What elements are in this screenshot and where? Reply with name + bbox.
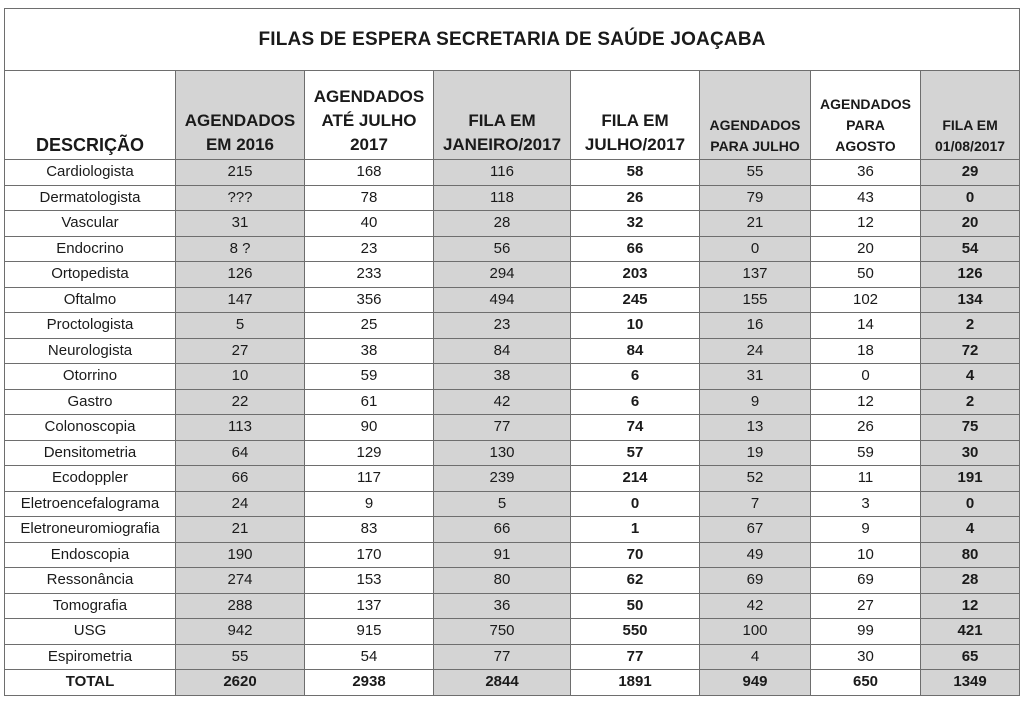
header-line bbox=[700, 94, 810, 115]
col-agendados-para-julho-cell: 21 bbox=[700, 211, 811, 237]
table-title: FILAS DE ESPERA SECRETARIA DE SAÚDE JOAÇABA bbox=[5, 9, 1020, 71]
col-agendados-para-julho-cell: 155 bbox=[700, 287, 811, 313]
row-label-cell: Colonoscopia bbox=[5, 415, 176, 441]
col-fila-01-08-2017-cell: 2 bbox=[921, 313, 1020, 339]
col-fila-julho-2017-cell: 214 bbox=[571, 466, 700, 492]
col-agendados-para-agosto-cell: 27 bbox=[811, 593, 921, 619]
col-agendados-ate-julho-2017-cell: 54 bbox=[305, 644, 434, 670]
col-agendados-ate-julho-2017-cell: 233 bbox=[305, 262, 434, 288]
col-fila-01-08-2017-cell: 134 bbox=[921, 287, 1020, 313]
total-row bbox=[5, 670, 1020, 696]
col-agendados-2016-cell: 55 bbox=[176, 644, 305, 670]
col-agendados-2016-cell: 64 bbox=[176, 440, 305, 466]
col-agendados-2016-cell: ??? bbox=[176, 185, 305, 211]
col-fila-julho-2017-cell: 203 bbox=[571, 262, 700, 288]
table-row bbox=[5, 644, 1020, 670]
header-line: FILA EM bbox=[468, 111, 536, 130]
table-row bbox=[5, 542, 1020, 568]
header-line: JULHO/2017 bbox=[584, 135, 686, 154]
col-agendados-para-agosto-cell: 9 bbox=[811, 517, 921, 543]
col-agendados-ate-julho-2017-cell: 129 bbox=[305, 440, 434, 466]
col-fila-01-08-2017-cell: 65 bbox=[921, 644, 1020, 670]
col-agendados-2016-cell: 113 bbox=[176, 415, 305, 441]
table-row bbox=[5, 568, 1020, 594]
col-agendados-2016-cell: 147 bbox=[176, 287, 305, 313]
col-agendados-para-agosto-cell: 26 bbox=[811, 415, 921, 441]
col-agendados-ate-julho-2017-cell: 59 bbox=[305, 364, 434, 390]
col-agendados-para-julho-cell: 69 bbox=[700, 568, 811, 594]
table-row bbox=[5, 415, 1020, 441]
header-line: PARA bbox=[846, 117, 885, 133]
col-agendados-2016-cell: 2620 bbox=[176, 670, 305, 696]
col-fila-janeiro-2017-cell: 80 bbox=[434, 568, 571, 594]
col-agendados-2016-cell: 274 bbox=[176, 568, 305, 594]
col-fila-janeiro-2017-cell: 66 bbox=[434, 517, 571, 543]
col-fila-janeiro-2017-cell: 91 bbox=[434, 542, 571, 568]
row-label-cell: Otorrino bbox=[5, 364, 176, 390]
col-agendados-2016-cell: 5 bbox=[176, 313, 305, 339]
col-agendados-para-agosto-cell: 69 bbox=[811, 568, 921, 594]
col-agendados-2016-header bbox=[176, 71, 305, 160]
row-label-cell: Dermatologista bbox=[5, 185, 176, 211]
col-fila-01-08-2017-cell: 126 bbox=[921, 262, 1020, 288]
col-agendados-para-agosto-cell: 14 bbox=[811, 313, 921, 339]
col-agendados-para-agosto-cell: 10 bbox=[811, 542, 921, 568]
row-label-cell: Neurologista bbox=[5, 338, 176, 364]
col-agendados-2016-cell: 190 bbox=[176, 542, 305, 568]
col-agendados-2016-cell: 66 bbox=[176, 466, 305, 492]
table-row bbox=[5, 338, 1020, 364]
col-agendados-ate-julho-2017-cell: 83 bbox=[305, 517, 434, 543]
col-fila-01-08-2017-cell: 191 bbox=[921, 466, 1020, 492]
col-agendados-ate-julho-2017-cell: 23 bbox=[305, 236, 434, 262]
col-fila-01-08-2017-cell: 421 bbox=[921, 619, 1020, 645]
col-agendados-para-julho-cell: 52 bbox=[700, 466, 811, 492]
col-agendados-para-agosto-cell: 50 bbox=[811, 262, 921, 288]
col-fila-julho-2017-cell: 50 bbox=[571, 593, 700, 619]
col-agendados-para-julho-cell: 9 bbox=[700, 389, 811, 415]
col-agendados-ate-julho-2017-cell: 61 bbox=[305, 389, 434, 415]
col-agendados-para-julho-header bbox=[700, 71, 811, 160]
row-label-cell: Tomografia bbox=[5, 593, 176, 619]
col-fila-julho-2017-cell: 70 bbox=[571, 542, 700, 568]
header-line: 01/08/2017 bbox=[935, 138, 1006, 154]
col-agendados-ate-julho-2017-header bbox=[305, 71, 434, 160]
col-fila-janeiro-2017-cell: 42 bbox=[434, 389, 571, 415]
col-agendados-ate-julho-2017-cell: 2938 bbox=[305, 670, 434, 696]
header-line: EM 2016 bbox=[205, 135, 275, 154]
col-agendados-para-agosto-cell: 12 bbox=[811, 211, 921, 237]
header-line: 2017 bbox=[350, 135, 388, 154]
col-agendados-2016-cell: 288 bbox=[176, 593, 305, 619]
col-fila-julho-2017-cell: 62 bbox=[571, 568, 700, 594]
col-agendados-ate-julho-2017-cell: 78 bbox=[305, 185, 434, 211]
table-row bbox=[5, 160, 1020, 186]
row-label-cell: Ressonância bbox=[5, 568, 176, 594]
col-fila-01-08-2017-cell: 75 bbox=[921, 415, 1020, 441]
table-row bbox=[5, 517, 1020, 543]
col-fila-julho-2017-cell: 58 bbox=[571, 160, 700, 186]
col-agendados-ate-julho-2017-cell: 170 bbox=[305, 542, 434, 568]
col-fila-janeiro-2017-cell: 2844 bbox=[434, 670, 571, 696]
header-line bbox=[5, 85, 175, 109]
table-body bbox=[5, 160, 1020, 696]
row-label-cell: Eletroencefalograma bbox=[5, 491, 176, 517]
col-agendados-para-agosto-cell: 99 bbox=[811, 619, 921, 645]
col-agendados-ate-julho-2017-cell: 90 bbox=[305, 415, 434, 441]
col-agendados-ate-julho-2017-cell: 9 bbox=[305, 491, 434, 517]
row-label-cell: USG bbox=[5, 619, 176, 645]
col-fila-julho-2017-cell: 1 bbox=[571, 517, 700, 543]
header-line bbox=[571, 85, 699, 109]
col-agendados-2016-cell: 8 ? bbox=[176, 236, 305, 262]
col-agendados-2016-cell: 215 bbox=[176, 160, 305, 186]
waiting-list-sheet bbox=[4, 8, 1019, 698]
header-line: FILA EM bbox=[601, 111, 669, 130]
header-line: FILA EM bbox=[942, 117, 998, 133]
col-fila-01-08-2017-cell: 4 bbox=[921, 517, 1020, 543]
col-agendados-para-agosto-cell: 12 bbox=[811, 389, 921, 415]
col-agendados-para-julho-cell: 949 bbox=[700, 670, 811, 696]
col-fila-julho-2017-cell: 6 bbox=[571, 389, 700, 415]
col-agendados-2016-cell: 24 bbox=[176, 491, 305, 517]
col-fila-julho-2017-cell: 10 bbox=[571, 313, 700, 339]
col-agendados-ate-julho-2017-cell: 168 bbox=[305, 160, 434, 186]
col-agendados-para-julho-cell: 79 bbox=[700, 185, 811, 211]
header-line bbox=[176, 85, 304, 109]
col-fila-julho-2017-header bbox=[571, 71, 700, 160]
col-fila-01-08-2017-cell: 1349 bbox=[921, 670, 1020, 696]
col-fila-01-08-2017-cell: 30 bbox=[921, 440, 1020, 466]
col-agendados-para-agosto-cell: 18 bbox=[811, 338, 921, 364]
col-fila-janeiro-2017-cell: 750 bbox=[434, 619, 571, 645]
col-fila-julho-2017-cell: 6 bbox=[571, 364, 700, 390]
col-agendados-2016-cell: 31 bbox=[176, 211, 305, 237]
col-agendados-2016-cell: 27 bbox=[176, 338, 305, 364]
header-line bbox=[921, 94, 1019, 115]
col-fila-janeiro-2017-cell: 494 bbox=[434, 287, 571, 313]
table-row bbox=[5, 236, 1020, 262]
col-fila-janeiro-2017-cell: 77 bbox=[434, 415, 571, 441]
col-agendados-para-julho-cell: 100 bbox=[700, 619, 811, 645]
table-row bbox=[5, 593, 1020, 619]
col-agendados-2016-cell: 22 bbox=[176, 389, 305, 415]
col-agendados-ate-julho-2017-cell: 137 bbox=[305, 593, 434, 619]
col-agendados-2016-cell: 10 bbox=[176, 364, 305, 390]
row-label-cell: Gastro bbox=[5, 389, 176, 415]
col-agendados-para-agosto-cell: 43 bbox=[811, 185, 921, 211]
header-line: AGENDADOS bbox=[184, 111, 296, 130]
col-agendados-para-julho-cell: 137 bbox=[700, 262, 811, 288]
col-fila-julho-2017-cell: 77 bbox=[571, 644, 700, 670]
col-fila-janeiro-2017-cell: 38 bbox=[434, 364, 571, 390]
col-fila-janeiro-2017-cell: 239 bbox=[434, 466, 571, 492]
table-row bbox=[5, 287, 1020, 313]
col-agendados-ate-julho-2017-cell: 915 bbox=[305, 619, 434, 645]
col-fila-julho-2017-cell: 245 bbox=[571, 287, 700, 313]
row-label-cell: Endoscopia bbox=[5, 542, 176, 568]
col-agendados-para-agosto-header bbox=[811, 71, 921, 160]
col-agendados-para-julho-cell: 49 bbox=[700, 542, 811, 568]
header-line: DESCRIÇÃO bbox=[35, 135, 144, 155]
header-line bbox=[5, 109, 175, 133]
table-row bbox=[5, 364, 1020, 390]
col-fila-01-08-2017-cell: 54 bbox=[921, 236, 1020, 262]
table-row bbox=[5, 313, 1020, 339]
header-line: AGENDADOS bbox=[313, 87, 425, 106]
header-row bbox=[5, 71, 1020, 160]
table-row bbox=[5, 466, 1020, 492]
col-agendados-ate-julho-2017-cell: 356 bbox=[305, 287, 434, 313]
col-fila-janeiro-2017-cell: 118 bbox=[434, 185, 571, 211]
col-fila-01-08-2017-cell: 80 bbox=[921, 542, 1020, 568]
col-agendados-para-agosto-cell: 0 bbox=[811, 364, 921, 390]
col-agendados-para-agosto-cell: 102 bbox=[811, 287, 921, 313]
col-fila-01-08-2017-cell: 12 bbox=[921, 593, 1020, 619]
col-fila-01-08-2017-header bbox=[921, 71, 1020, 160]
col-agendados-para-julho-cell: 13 bbox=[700, 415, 811, 441]
col-fila-janeiro-2017-cell: 28 bbox=[434, 211, 571, 237]
col-fila-01-08-2017-cell: 0 bbox=[921, 491, 1020, 517]
col-fila-janeiro-2017-header bbox=[434, 71, 571, 160]
col-agendados-ate-julho-2017-cell: 38 bbox=[305, 338, 434, 364]
row-label-cell: Eletroneuromiografia bbox=[5, 517, 176, 543]
row-label-cell: TOTAL bbox=[5, 670, 176, 696]
header-line: PARA JULHO bbox=[710, 138, 800, 154]
col-fila-julho-2017-cell: 84 bbox=[571, 338, 700, 364]
col-agendados-para-agosto-cell: 11 bbox=[811, 466, 921, 492]
col-fila-janeiro-2017-cell: 84 bbox=[434, 338, 571, 364]
col-fila-01-08-2017-cell: 72 bbox=[921, 338, 1020, 364]
col-agendados-2016-cell: 942 bbox=[176, 619, 305, 645]
row-label-cell: Vascular bbox=[5, 211, 176, 237]
col-descricao-header bbox=[5, 71, 176, 160]
header-line bbox=[434, 85, 570, 109]
col-fila-janeiro-2017-cell: 56 bbox=[434, 236, 571, 262]
table-row bbox=[5, 619, 1020, 645]
table-row bbox=[5, 185, 1020, 211]
col-fila-julho-2017-cell: 32 bbox=[571, 211, 700, 237]
table-row bbox=[5, 211, 1020, 237]
row-label-cell: Espirometria bbox=[5, 644, 176, 670]
row-label-cell: Ecodoppler bbox=[5, 466, 176, 492]
header-line: AGOSTO bbox=[835, 138, 896, 154]
table-row bbox=[5, 262, 1020, 288]
col-agendados-para-julho-cell: 31 bbox=[700, 364, 811, 390]
col-agendados-para-julho-cell: 55 bbox=[700, 160, 811, 186]
table-row bbox=[5, 440, 1020, 466]
col-agendados-para-julho-cell: 19 bbox=[700, 440, 811, 466]
col-agendados-para-julho-cell: 67 bbox=[700, 517, 811, 543]
col-fila-janeiro-2017-cell: 294 bbox=[434, 262, 571, 288]
col-agendados-para-agosto-cell: 59 bbox=[811, 440, 921, 466]
col-fila-julho-2017-cell: 550 bbox=[571, 619, 700, 645]
col-agendados-para-agosto-cell: 30 bbox=[811, 644, 921, 670]
col-fila-janeiro-2017-cell: 77 bbox=[434, 644, 571, 670]
col-agendados-para-julho-cell: 0 bbox=[700, 236, 811, 262]
col-fila-julho-2017-cell: 0 bbox=[571, 491, 700, 517]
col-fila-01-08-2017-cell: 20 bbox=[921, 211, 1020, 237]
col-fila-janeiro-2017-cell: 36 bbox=[434, 593, 571, 619]
row-label-cell: Ortopedista bbox=[5, 262, 176, 288]
col-agendados-para-agosto-cell: 650 bbox=[811, 670, 921, 696]
col-agendados-para-julho-cell: 42 bbox=[700, 593, 811, 619]
col-agendados-para-agosto-cell: 36 bbox=[811, 160, 921, 186]
col-agendados-ate-julho-2017-cell: 117 bbox=[305, 466, 434, 492]
col-fila-janeiro-2017-cell: 5 bbox=[434, 491, 571, 517]
header-line: AGENDADOS bbox=[819, 96, 911, 112]
col-agendados-ate-julho-2017-cell: 25 bbox=[305, 313, 434, 339]
col-fila-julho-2017-cell: 1891 bbox=[571, 670, 700, 696]
col-fila-julho-2017-cell: 74 bbox=[571, 415, 700, 441]
table-row bbox=[5, 389, 1020, 415]
col-fila-janeiro-2017-cell: 116 bbox=[434, 160, 571, 186]
col-fila-01-08-2017-cell: 0 bbox=[921, 185, 1020, 211]
row-label-cell: Cardiologista bbox=[5, 160, 176, 186]
header-line: AGENDADOS bbox=[709, 117, 801, 133]
col-fila-julho-2017-cell: 26 bbox=[571, 185, 700, 211]
col-fila-julho-2017-cell: 57 bbox=[571, 440, 700, 466]
col-agendados-para-agosto-cell: 20 bbox=[811, 236, 921, 262]
waiting-list-table bbox=[4, 8, 1020, 696]
col-fila-01-08-2017-cell: 4 bbox=[921, 364, 1020, 390]
col-agendados-para-julho-cell: 4 bbox=[700, 644, 811, 670]
col-agendados-para-julho-cell: 24 bbox=[700, 338, 811, 364]
header-line: ATÉ JULHO bbox=[321, 111, 417, 130]
row-label-cell: Proctologista bbox=[5, 313, 176, 339]
col-agendados-para-agosto-cell: 3 bbox=[811, 491, 921, 517]
col-agendados-ate-julho-2017-cell: 40 bbox=[305, 211, 434, 237]
header-line: JANEIRO/2017 bbox=[442, 135, 562, 154]
col-fila-janeiro-2017-cell: 130 bbox=[434, 440, 571, 466]
col-agendados-ate-julho-2017-cell: 153 bbox=[305, 568, 434, 594]
col-agendados-2016-cell: 21 bbox=[176, 517, 305, 543]
col-fila-01-08-2017-cell: 2 bbox=[921, 389, 1020, 415]
table-row bbox=[5, 491, 1020, 517]
col-fila-01-08-2017-cell: 28 bbox=[921, 568, 1020, 594]
row-label-cell: Densitometria bbox=[5, 440, 176, 466]
col-agendados-para-julho-cell: 16 bbox=[700, 313, 811, 339]
row-label-cell: Oftalmo bbox=[5, 287, 176, 313]
col-fila-janeiro-2017-cell: 23 bbox=[434, 313, 571, 339]
col-fila-julho-2017-cell: 66 bbox=[571, 236, 700, 262]
col-agendados-para-julho-cell: 7 bbox=[700, 491, 811, 517]
col-fila-01-08-2017-cell: 29 bbox=[921, 160, 1020, 186]
col-agendados-2016-cell: 126 bbox=[176, 262, 305, 288]
row-label-cell: Endocrino bbox=[5, 236, 176, 262]
